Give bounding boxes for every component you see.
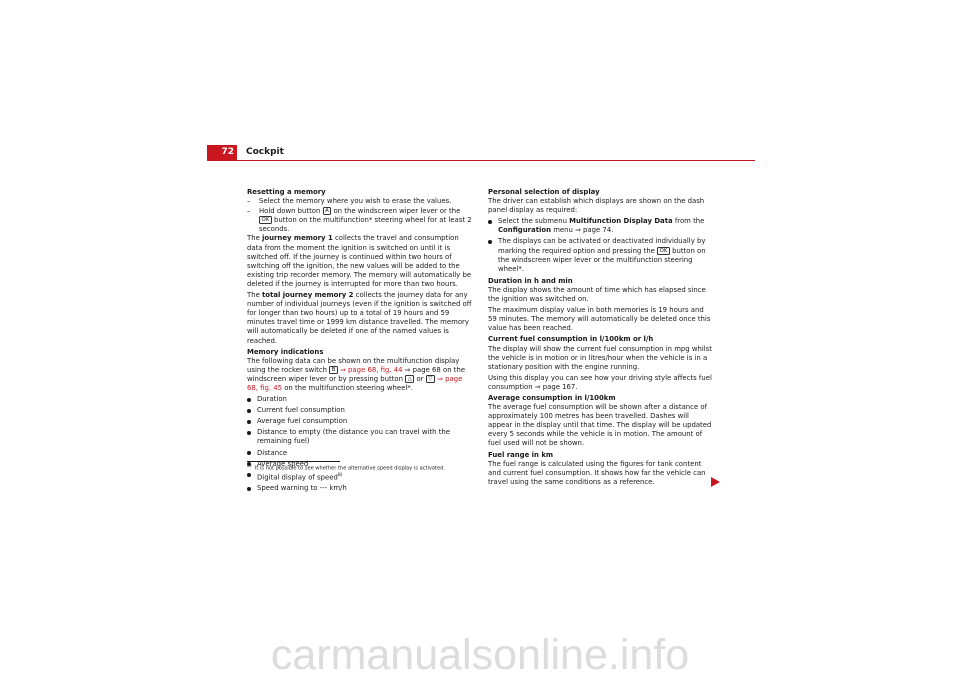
footnote-ref: 8) — [337, 472, 343, 478]
text-run: on the multifunction steering wheel*. — [282, 383, 413, 392]
list-item-text: Duration — [257, 395, 287, 404]
text-run: ⇒ page 68 on the windscreen wiper lever or by pressing button — [247, 365, 466, 383]
text-run: collects the travel and consumption data from the moment the ignition is switched on until it is switched off. If the journey is continued within two hours of switching off the ignition, the new values will be added to the existing trip recorder memory. The memory will automatically be deleted if the journey is interrupted for more than two hours. — [247, 234, 472, 288]
paragraph-memory-indications — [247, 357, 473, 393]
continue-arrow-icon — [711, 477, 720, 487]
step-item — [247, 197, 473, 206]
left-column — [247, 188, 473, 493]
paragraph-current-1: The display will show the current fuel consumption in mpg whilst the vehicle is in motion or in litres/hour when the vehicle is in a stationary position with the engine running. — [488, 344, 712, 371]
cross-reference-link[interactable]: ⇒ page 68, fig. 44 — [337, 365, 403, 374]
text-run: Select the submenu — [498, 217, 570, 226]
step-text: button on the multifunction* steering wheel for at least 2 seconds. — [259, 215, 472, 233]
paragraph-journey-memory-2 — [247, 291, 473, 346]
paragraph-duration-2: The maximum display value in both memories is 19 hours and 59 minutes. The memory will automatically be deleted once this value has been reached. — [488, 306, 711, 333]
memory-items-list — [247, 395, 473, 493]
bullet-icon — [247, 451, 251, 455]
footnote — [247, 464, 487, 472]
footnote-mark: 8) — [247, 464, 252, 469]
bullet-icon — [247, 398, 251, 402]
bullet-icon — [247, 487, 251, 491]
list-item-text: Average speed — [257, 459, 309, 468]
watermark: carmanualsonline.info — [270, 631, 690, 679]
dash-marker: – — [247, 206, 251, 215]
list-item-text: Distance — [257, 448, 288, 457]
list-item — [247, 406, 473, 415]
section-heading-average-consumption: Average consumption in l/100km — [488, 393, 616, 402]
list-item — [247, 471, 473, 482]
paragraph-fuel-range: The fuel range is calculated using the figures for tank content and current fuel consumption. It shows how far the vehicle can travel using the same conditions as a reference. — [488, 459, 706, 486]
paragraph-duration-1: The display shows the amount of time which has elapsed since the ignition was switched on. — [488, 285, 706, 304]
list-item — [247, 484, 473, 493]
ok-key: OK — [657, 247, 670, 255]
bullet-icon — [247, 420, 251, 424]
bullet-icon — [488, 220, 492, 224]
list-item-text: Digital display of speed — [257, 473, 338, 482]
list-item — [488, 217, 714, 235]
ok-key: OK — [259, 216, 272, 224]
list-item — [247, 395, 473, 404]
paragraph-journey-memory-1 — [247, 234, 473, 289]
section-heading-fuel-range: Fuel range in km — [488, 450, 554, 459]
section-heading-personal-selection: Personal selection of display — [488, 188, 600, 196]
down-arrow-key: ▽ — [426, 375, 435, 383]
header-band — [207, 145, 755, 161]
text-run: from the — [672, 217, 705, 226]
bullet-icon — [488, 240, 492, 244]
step-text: Hold down button — [259, 206, 323, 215]
chapter-title: Cockpit — [246, 147, 284, 157]
list-item-text: Speed warning to --- km/h — [257, 484, 347, 493]
step-text: on the windscreen wiper lever or the — [331, 206, 461, 215]
list-item — [247, 449, 473, 458]
right-column — [488, 188, 714, 489]
footnote-rule — [247, 461, 340, 462]
step-text: Select the memory where you wish to erase the values. — [259, 197, 452, 206]
button-a-key: A — [323, 207, 332, 215]
text-run: The displays can be activated or deactivated individually by marking the required option and pressing the — [498, 237, 706, 255]
bold-term: journey memory 1 — [262, 234, 333, 243]
dash-marker: – — [247, 197, 251, 206]
text-run: The following data can be shown on the multifunction display using the rocker switch — [247, 356, 460, 374]
list-item-text: Distance to empty (the distance you can travel with the remaining fuel) — [257, 428, 451, 446]
text-run: or — [414, 374, 426, 383]
list-item — [488, 237, 714, 273]
cross-reference-link[interactable]: ⇒ page 68, fig. 45 — [247, 374, 463, 392]
text-run: collects the journey data for any number of individual journeys (even if the ignition is switched off for longer than two hours) up to a total of 19 hours and 59 minutes travel time or 1999 km distance travelled. The memory will automatically be deleted if one of the named values is reached. — [247, 291, 472, 345]
paragraph-average: The average fuel consumption will be shown after a distance of approximately 100 metres has been travelled. Dashes will appear in the display until that time. The display will be updated every 5 seconds while the vehicle is in motion. The amount of fuel used will not be shown. — [488, 403, 712, 448]
section-heading-duration: Duration in h and min — [488, 276, 573, 285]
list-item-text: Average fuel consumption — [257, 417, 348, 426]
step-item — [247, 207, 473, 234]
list-item-text: Current fuel consumption — [257, 406, 345, 415]
list-item — [247, 417, 473, 426]
page-number: 72 — [207, 145, 237, 160]
footnote-text: It is not possible to see whether the alternative speed display is activated. — [254, 465, 446, 472]
bold-term: total journey memory 2 — [262, 291, 354, 300]
up-arrow-key: △ — [405, 375, 414, 383]
bullet-icon — [247, 409, 251, 413]
paragraph-personal-intro: The driver can establish which displays are shown on the dash panel display as required: — [488, 197, 705, 215]
bullet-icon — [247, 431, 251, 435]
bold-term: Configuration — [498, 226, 551, 235]
bullet-icon — [247, 473, 251, 477]
section-heading-memory-indications: Memory indications — [247, 347, 324, 356]
paragraph-current-2: Using this display you can see how your driving style affects fuel consumption ⇒ page 167. — [488, 373, 712, 391]
text-run: button on the windscreen wiper lever or the multifunction steering wheel*. — [498, 246, 706, 273]
list-item — [247, 428, 473, 446]
section-heading-current-consumption: Current fuel consumption in l/100km or l/h — [488, 335, 654, 344]
text-run: The — [247, 291, 263, 300]
text-run: menu ⇒ page 74. — [551, 226, 614, 235]
text-run: The — [247, 234, 263, 243]
section-heading-resetting: Resetting a memory — [247, 188, 326, 196]
bold-term: Multifunction Display Data — [569, 217, 673, 226]
button-b-key: B — [329, 366, 338, 374]
